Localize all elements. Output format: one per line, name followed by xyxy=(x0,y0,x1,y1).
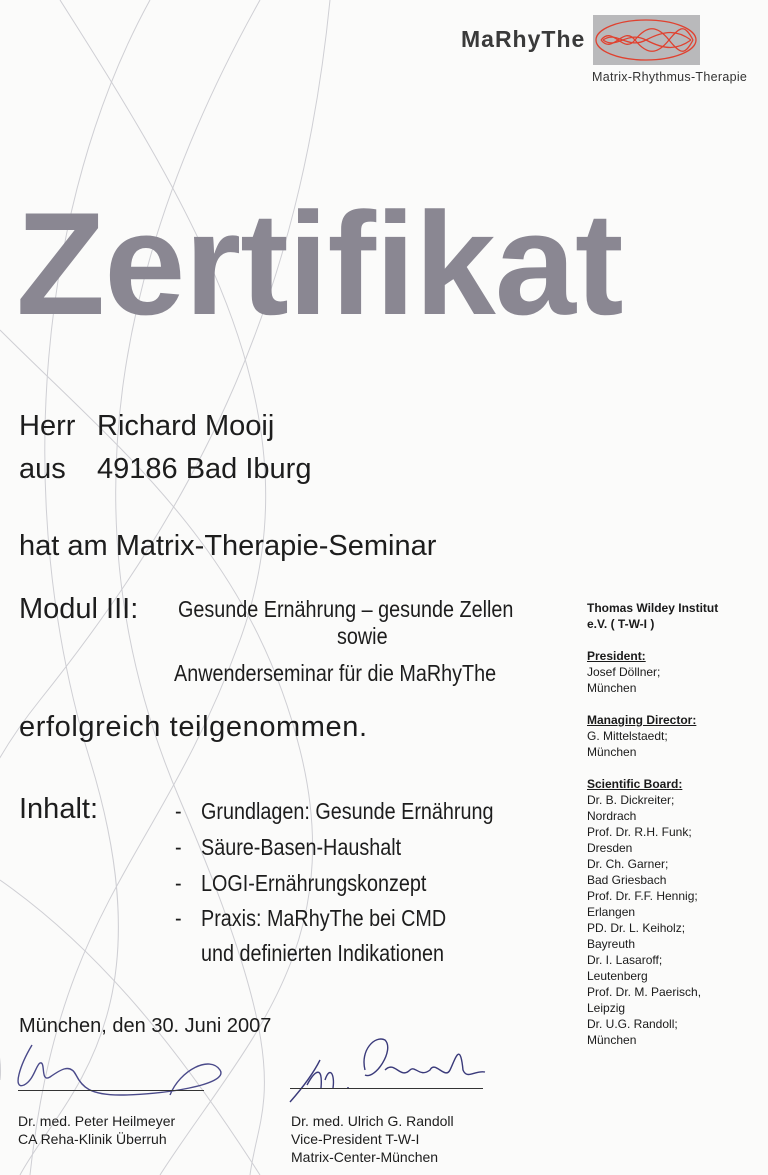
logo-rhythm-icon xyxy=(593,15,700,65)
module-line-1: Gesunde Ernährung – gesunde Zellen xyxy=(178,596,514,622)
signature-line xyxy=(290,1088,483,1089)
board-label: Scientific Board: xyxy=(587,777,683,791)
list-item: LOGI-Ernährungskonzept xyxy=(201,870,427,896)
board-city: Leutenberg xyxy=(587,969,648,983)
signatory-org: Matrix-Center-München xyxy=(291,1149,439,1165)
recipient-city: 49186 Bad Iburg xyxy=(97,453,312,485)
board-member: Dr. Ch. Garner; xyxy=(587,857,669,871)
president-city: München xyxy=(587,681,637,695)
recipient-name: Richard Mooij xyxy=(97,410,275,442)
director-city: München xyxy=(587,745,637,759)
signature-randoll xyxy=(285,1030,495,1105)
board-city: Leipzig xyxy=(587,1001,626,1015)
board-member: PD. Dr. L. Keiholz; xyxy=(587,921,686,935)
content-label: Inhalt: xyxy=(19,793,98,825)
signatory-role: Vice-President T-W-I xyxy=(291,1131,420,1147)
board-member: Prof. Dr. R.H. Funk; xyxy=(587,825,692,839)
list-dash: - xyxy=(175,905,182,931)
signature-heilmeyer xyxy=(10,1025,240,1105)
board-city: Dresden xyxy=(587,841,633,855)
signature-line xyxy=(18,1090,204,1091)
signatory-role: CA Reha-Klinik Überruh xyxy=(18,1131,167,1147)
logo-wordmark: MaRhyThe xyxy=(461,26,586,52)
logo-emblem xyxy=(593,15,700,65)
director-name: G. Mittelstaedt; xyxy=(587,729,668,743)
module-line-2: sowie xyxy=(337,623,388,649)
signatory-right xyxy=(291,1112,454,1166)
board-member: Prof. Dr. F.F. Hennig; xyxy=(587,889,698,903)
board-member: Dr. U.G. Randoll; xyxy=(587,1017,678,1031)
list-item: Säure-Basen-Haushalt xyxy=(201,834,402,860)
signatory-left xyxy=(18,1112,175,1148)
board-member: Prof. Dr. M. Paerisch, xyxy=(587,985,702,999)
president-name: Josef Döllner; xyxy=(587,665,661,679)
board-member: Dr. I. Lasaroff; xyxy=(587,953,663,967)
list-item: Praxis: MaRhyThe bei CMD xyxy=(201,905,447,931)
module-line-3: Anwenderseminar für die MaRhyThe xyxy=(174,660,497,686)
board-city: Bad Griesbach xyxy=(587,873,667,887)
module-label: Modul III: xyxy=(19,593,139,625)
completed-line: erfolgreich teilgenommen. xyxy=(19,711,368,743)
director-label: Managing Director: xyxy=(587,713,697,727)
board-city: München xyxy=(587,1033,637,1047)
institute-sidebar xyxy=(587,600,718,1048)
seminar-line: hat am Matrix-Therapie-Seminar xyxy=(19,530,437,562)
list-dash: - xyxy=(175,870,182,896)
board-member: Dr. B. Dickreiter; xyxy=(587,793,675,807)
salutation: Herr xyxy=(19,410,76,442)
from-label: aus xyxy=(19,453,66,485)
institute-abbr: e.V. ( T-W-I ) xyxy=(587,617,655,631)
signatory-name: Dr. med. Ulrich G. Randoll xyxy=(291,1113,454,1129)
board-city: Bayreuth xyxy=(587,937,636,951)
signatory-name: Dr. med. Peter Heilmeyer xyxy=(18,1113,176,1129)
list-item: und definierten Indikationen xyxy=(201,940,445,966)
date-line: München, den 30. Juni 2007 xyxy=(19,1015,272,1037)
president-label: President: xyxy=(587,649,646,663)
list-item: Grundlagen: Gesunde Ernährung xyxy=(201,798,494,824)
board-city: Nordrach xyxy=(587,809,637,823)
certificate-title: Zertifikat xyxy=(16,182,623,345)
institute-name: Thomas Wildey Institut xyxy=(587,601,719,615)
board-list xyxy=(587,792,718,1048)
board-city: Erlangen xyxy=(587,905,636,919)
list-dash: - xyxy=(175,798,182,824)
list-dash: - xyxy=(175,834,182,860)
logo-subtitle: Matrix-Rhythmus-Therapie xyxy=(592,70,748,84)
